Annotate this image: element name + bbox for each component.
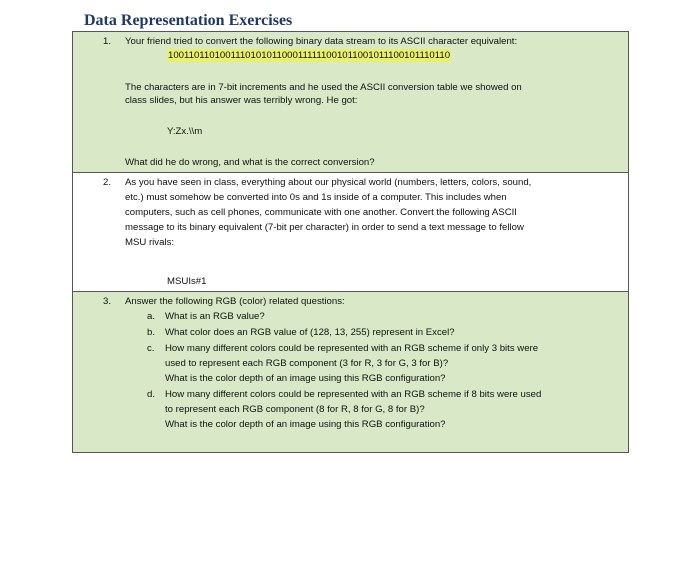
question-1 bbox=[73, 32, 628, 173]
q3-d-line-1: How many different colors could be represented with an RGB scheme if 8 bits were used bbox=[165, 389, 542, 400]
q2-line-2: etc.) must somehow be converted into 0s and 1s inside of a computer. This includes when bbox=[125, 192, 507, 203]
exercise-table bbox=[72, 31, 629, 453]
q3-a-label: a. bbox=[147, 311, 156, 322]
q3-intro: Answer the following RGB (color) related questions: bbox=[125, 296, 345, 307]
q2-line-3: computers, such as cell phones, communicate with one another. Convert the following ASCII bbox=[125, 207, 517, 218]
q3-b-text: What color does an RGB value of (128, 13, 255) represent in Excel? bbox=[165, 327, 455, 338]
q3-d-line-3: What is the color depth of an image using this RGB configuration? bbox=[165, 419, 446, 430]
q3-d-label: d. bbox=[147, 389, 156, 400]
question-3 bbox=[73, 292, 628, 452]
q1-number: 1. bbox=[103, 36, 112, 47]
q3-c-line-3: What is the color depth of an image using this RGB configuration? bbox=[165, 373, 446, 384]
q1-wrong-answer: Y:Zx.\\m bbox=[167, 126, 203, 137]
q2-message: MSUIs#1 bbox=[167, 276, 207, 287]
q2-line-5: MSU rivals: bbox=[125, 237, 175, 248]
q2-line-1: As you have seen in class, everything about our physical world (numbers, letters, colors, sound, bbox=[125, 177, 532, 188]
q1-prompt: Your friend tried to convert the following binary data stream to its ASCII character equivalent: bbox=[125, 36, 518, 47]
q3-c-label: c. bbox=[147, 343, 155, 354]
q1-binary-stream: 1001101101001110101011000111111001011001011100101110110 bbox=[168, 50, 451, 61]
q1-paragraph-line-1: The characters are in 7-bit increments and he used the ASCII conversion table we showed on bbox=[125, 82, 522, 93]
page-title: Data Representation Exercises bbox=[84, 12, 293, 29]
q3-c-line-2: used to represent each RGB component (3 for R, 3 for G, 3 for B)? bbox=[165, 358, 449, 369]
q1-paragraph-line-2: class slides, but his answer was terribly wrong. He got: bbox=[125, 95, 358, 106]
question-2 bbox=[73, 173, 628, 292]
q2-number: 2. bbox=[103, 177, 112, 188]
q3-c-line-1: How many different colors could be represented with an RGB scheme if only 3 bits were bbox=[165, 343, 539, 354]
q2-line-4: message to its binary equivalent (7-bit per character) in order to send a text message to fellow bbox=[125, 222, 524, 233]
q3-number: 3. bbox=[103, 296, 112, 307]
q3-b-label: b. bbox=[147, 327, 156, 338]
q1-question: What did he do wrong, and what is the correct conversion? bbox=[125, 157, 375, 168]
q3-a-text: What is an RGB value? bbox=[165, 311, 265, 322]
q3-d-line-2: to represent each RGB component (8 for R, 8 for G, 8 for B)? bbox=[165, 404, 425, 415]
